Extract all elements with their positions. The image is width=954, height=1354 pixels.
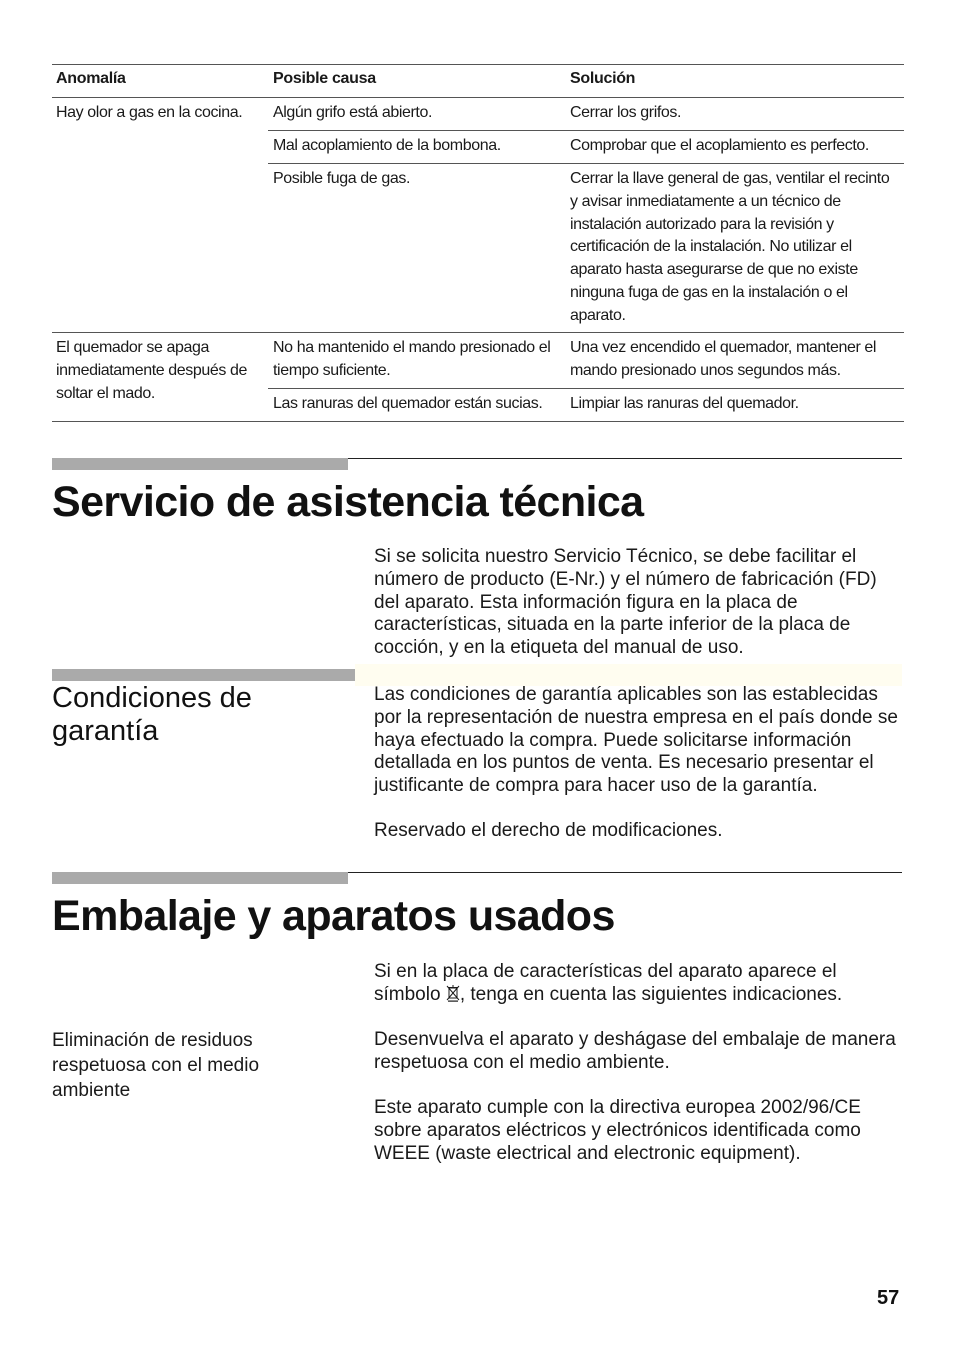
col-header-anomaly: Anomalía [56,70,126,87]
row-rule [268,163,904,164]
table-cell-anomaly: El quemador se apaga inmediatamente después de soltar el mado. [56,339,248,402]
table-cell-cause: Mal acoplamiento de la bombona. [273,137,501,154]
row-rule [52,332,904,333]
section-rule [348,872,902,873]
packaging-intro [374,961,904,1009]
packaging-intro-end: , tenga en cuenta las siguientes indicaciones. [459,983,843,1005]
table-cell-cause: Algún grifo está abierto. [273,104,432,121]
table-cell-cause: No ha mantenido el mando presionado el tiempo suficiente. [273,339,551,379]
table-bottom-rule [52,421,904,422]
packaging-intro-start: Si en la placa de características del aparato aparece el símbolo [374,961,837,1005]
table-cell-solution: Limpiar las ranuras del quemador. [570,395,799,412]
weee-text: Este aparato cumple con la directiva europea 2002/96/CE sobre aparatos eléctricos y electrónicos identificada como WEEE (waste electrical and electronic equipment). [374,1097,861,1164]
highlight-band [355,664,902,686]
col-header-cause: Posible causa [273,70,376,87]
section-bar [52,458,348,470]
row-rule [268,388,904,389]
section-bar [52,872,348,884]
service-title: Servicio de asistencia técnica [52,478,644,526]
warranty-title: Condiciones de garantía [52,682,252,747]
subsection-bar [52,669,355,681]
col-header-solution: Solución [570,70,636,87]
service-intro: Si se solicita nuestro Servicio Técnico, se debe facilitar el número de producto (E-Nr.) y el número de fabricación (FD) del aparato. Esta información figura en la placa de características, situada en la parte inferior de la placa de cocción, y en la etiqueta del manual de uso. [374,546,877,659]
eco-disposal-text: Desenvuelva el aparato y deshágase del embalaje de manera respetuosa con el medio ambiente. [374,1029,896,1073]
table-cell-solution: Cerrar la llave general de gas, ventilar el recinto y avisar inmediatamente a un técnico de instalación autorizado para la revisión y certificación de la instalación. No utilizar el aparato hasta asegurarse de que no existe ninguna fuga de gas en la instalación o el aparato. [570,170,890,324]
page-number: 57 [877,1287,900,1309]
table-top-rule [52,64,904,65]
warranty-text: Las condiciones de garantía aplicables son las establecidas por la representación de nuestra empresa en el país donde se haya efectuado la compra. Puede solicitarse información detallada en los puntos de venta. Es necesario presentar el justificante de compra para hacer uso de la garantía. [374,684,898,797]
table-cell-solution: Comprobar que el acoplamiento es perfecto. [570,137,869,154]
eco-disposal-label: Eliminación de residuos respetuosa con el medio ambiente [52,1030,260,1101]
crossed-out-wheelie-bin-icon [446,984,460,1009]
table-cell-solution: Una vez encendido el quemador, mantener el mando presionado unos segundos más. [570,339,877,379]
table-cell-cause: Las ranuras del quemador están sucias. [273,395,543,412]
table-cell-anomaly: Hay olor a gas en la cocina. [56,104,243,121]
table-cell-solution: Cerrar los grifos. [570,104,682,121]
section-rule [348,458,902,459]
packaging-title: Embalaje y aparatos usados [52,892,615,940]
table-cell-cause: Posible fuga de gas. [273,170,410,187]
row-rule [268,130,904,131]
reserved-rights: Reservado el derecho de modificaciones. [374,820,723,841]
header-rule [52,97,904,98]
